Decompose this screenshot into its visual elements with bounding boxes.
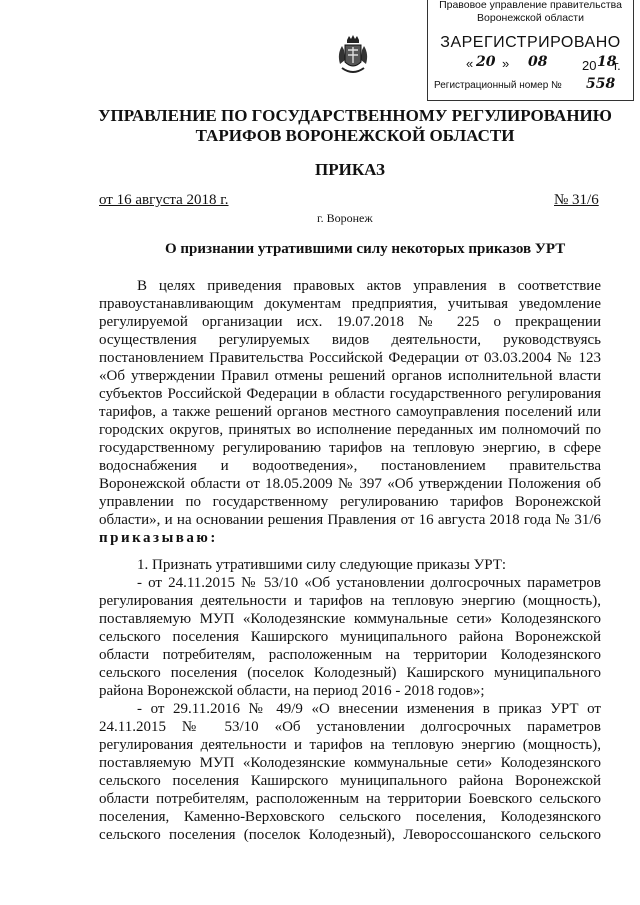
body-line: тарифов, а также решений органов местного самоуправления поселений или bbox=[99, 404, 601, 420]
stamp-month: 08 bbox=[528, 54, 548, 70]
stamp-org-line2: Воронежской области bbox=[477, 12, 584, 24]
body-line: района Воронежской области, на период 2016 - 2018 годов»; bbox=[99, 683, 485, 699]
body-line: сельского поселения Каширского муниципального района Воронежской bbox=[99, 629, 601, 645]
doc-type: ПРИКАЗ bbox=[315, 160, 385, 179]
body-line: области потребителям, расположенным на территории Колодезянского bbox=[99, 647, 601, 663]
stamp-year-prefix: 20 bbox=[582, 58, 597, 73]
body-line: постановлением Правительства Российской Федерации от 03.03.2004 № 123 bbox=[99, 350, 601, 366]
body-line: - от 24.11.2015 № 53/10 «Об установлении долгосрочных параметров bbox=[137, 575, 601, 591]
body-line: водоснабжения и водоотведения», постановлением правительства bbox=[99, 458, 601, 474]
stamp-day: 20 bbox=[476, 54, 496, 70]
clause-heading: 1. Признать утратившими силу следующие приказы УРТ: bbox=[137, 557, 507, 573]
body-line: регулируемой организации исх. 19.07.2018 № 225 о прекращении bbox=[99, 314, 601, 330]
order-date: от 16 августа 2018 г. bbox=[99, 192, 229, 208]
title-line1: УПРАВЛЕНИЕ ПО ГОСУДАРСТВЕННОМУ РЕГУЛИРОВАНИЮ bbox=[98, 106, 612, 125]
stamp-reg-number-line bbox=[434, 76, 627, 92]
body-line: сельского поселения (поселок Колодезный), Левороссошанского сельского bbox=[99, 827, 601, 843]
stamp-reg-number: 558 bbox=[586, 76, 616, 92]
body-line: регулирования деятельности и тарифов на тепловую энергию (мощность), bbox=[99, 737, 601, 753]
body-line: В целях приведения правовых актов управления в соответствие bbox=[137, 278, 601, 294]
order-verb: приказываю: bbox=[99, 530, 218, 546]
registration-stamp: Правовое управление правительства Воронежской области ЗАРЕГИСТРИРОВАНО « 20 » 08 20 18 г. Регистрационный номер № 558 bbox=[427, 0, 634, 101]
body-line: поселения, Каменно-Верховского сельского поселения, Колодезянского bbox=[99, 809, 601, 825]
stamp-registered-label: ЗАРЕГИСТРИРОВАНО bbox=[440, 34, 621, 51]
body-line: области», и на основании решения Правления от 16 августа 2018 года № 31/6 bbox=[99, 512, 601, 528]
stamp-year-suffix: г. bbox=[614, 58, 621, 73]
coat-of-arms-icon bbox=[336, 34, 370, 78]
body-line: 24.11.2015 № 53/10 «Об установлении долгосрочных параметров bbox=[99, 719, 601, 735]
body-line: поставляемую МУП «Колодезянские коммунальные сети» Колодезянского bbox=[99, 611, 601, 627]
body-line: осуществления регулируемых видов деятельности, руководствуясь bbox=[99, 332, 601, 348]
body-line: сельского поселения Каширского муниципального района Воронежской bbox=[99, 773, 601, 789]
body-line: области потребителям, расположенным на территории Боевского сельского bbox=[99, 791, 601, 807]
body-line: правоустанавливающим документам предприятия, учитывая уведомление bbox=[99, 296, 601, 312]
stamp-year-hand: 18 bbox=[597, 54, 617, 70]
body-line: управлении по государственному регулированию тарифов Воронежской bbox=[99, 494, 601, 510]
body-line: городских округов, принятых во исполнение переданных им полномочий по bbox=[99, 422, 601, 438]
body-line: сельского поселения (поселок Колодезный) Каширского муниципального bbox=[99, 665, 601, 681]
title-line2: ТАРИФОВ ВОРОНЕЖСКОЙ ОБЛАСТИ bbox=[195, 126, 515, 145]
body-line: поставляемую МУП «Колодезянские коммунальные сети» Колодезянского bbox=[99, 755, 601, 771]
stamp-reg-label: Регистрационный номер № bbox=[434, 80, 562, 91]
body-line: Воронежской области от 18.05.2009 № 397 «Об утверждении Положения об bbox=[99, 476, 601, 492]
body-line: субъектов Российской Федерации в области государственного регулирования bbox=[99, 386, 601, 402]
order-city: г. Воронеж bbox=[317, 211, 373, 225]
body-line: регулирования деятельности и тарифов на тепловую энергию (мощность), bbox=[99, 593, 601, 609]
stamp-org-line1: Правовое управление правительства bbox=[439, 0, 622, 11]
order-number: № 31/6 bbox=[554, 192, 599, 208]
order-subject: О признании утратившими силу некоторых приказов УРТ bbox=[165, 241, 566, 257]
body-line: «Об утверждении Правил отмены решений органов исполнительной власти bbox=[99, 368, 601, 384]
body-line: - от 29.11.2016 № 49/9 «О внесении изменения в приказ УРТ от bbox=[137, 701, 601, 717]
body-line: государственному регулированию тарифов на тепловую энергию, в сфере bbox=[99, 440, 601, 456]
page-title bbox=[70, 106, 640, 146]
